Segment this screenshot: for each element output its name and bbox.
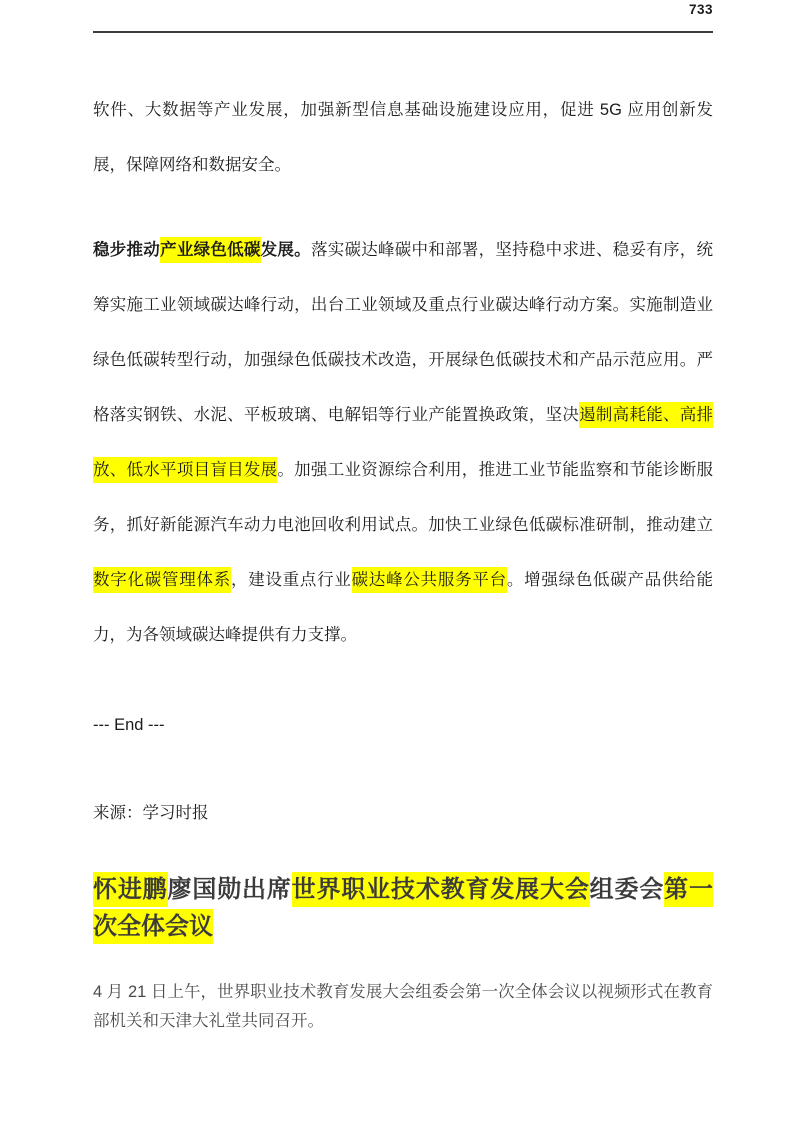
end-marker: --- End --- [93,716,165,734]
text-run: 。增强绿色低碳产品供给能力，为各领域碳达峰提供有力支撑。 [93,571,714,644]
text-run: 廖国勋出席 [167,876,292,903]
paragraph-digital-industry [93,83,713,193]
text-run: 稳步推动 [93,241,161,259]
highlighted-text: 遏制高耗能、高排放、低水平项目盲目发展 [93,402,713,483]
highlighted-text: 世界职业技术教育发展大会 [292,872,590,907]
source-line: 来源：学习时报 [93,804,209,822]
paragraph-green-lowcarbon [93,223,713,663]
text-run: ，建设重点行业 [230,571,352,589]
text-run: 组委会 [589,876,665,903]
text-run: 落实碳达峰碳中和部署，坚持稳中求进、稳妥有序，统筹实施工业领域碳达峰行动，出台工业领域及重点行业碳达峰行动方案。实施制造业绿色低碳转型行动，加强绿色低碳技术改造，开展绿色低碳技术和产品示范应用。严格落实钢铁、水泥、平板玻璃、电解铝等行业产能置换政策，坚决 [93,241,714,424]
text-run: 发展。 [260,241,311,259]
highlighted-text: 第一次全体会议 [93,872,713,944]
document-content [93,0,713,1036]
text-run: 4 月 21 日上午，世界职业技术教育发展大会组委会第一次全体会议以视频形式在教育部机关和天津大礼堂共同召开。 [93,983,713,1030]
article-heading [93,871,713,945]
highlighted-text: 怀进鹏 [93,872,168,907]
text-run: 软件、大数据等产业发展，加强新型信息基础设施建设应用，促进 5G 应用创新发展，保障网络和数据安全。 [93,101,713,174]
text-run: 。加强工业资源综合利用，推进工业节能监察和节能诊断服务，抓好新能源汽车动力电池回收利用试点。加快工业绿色低碳标准研制，推动建立 [93,461,714,534]
paragraph-meeting-news [93,978,713,1036]
highlighted-text: 产业绿色低碳 [160,237,261,263]
highlighted-text: 数字化碳管理体系 [93,567,231,593]
highlighted-text: 碳达峰公共服务平台 [352,567,507,593]
page-number: 733 [688,2,713,17]
